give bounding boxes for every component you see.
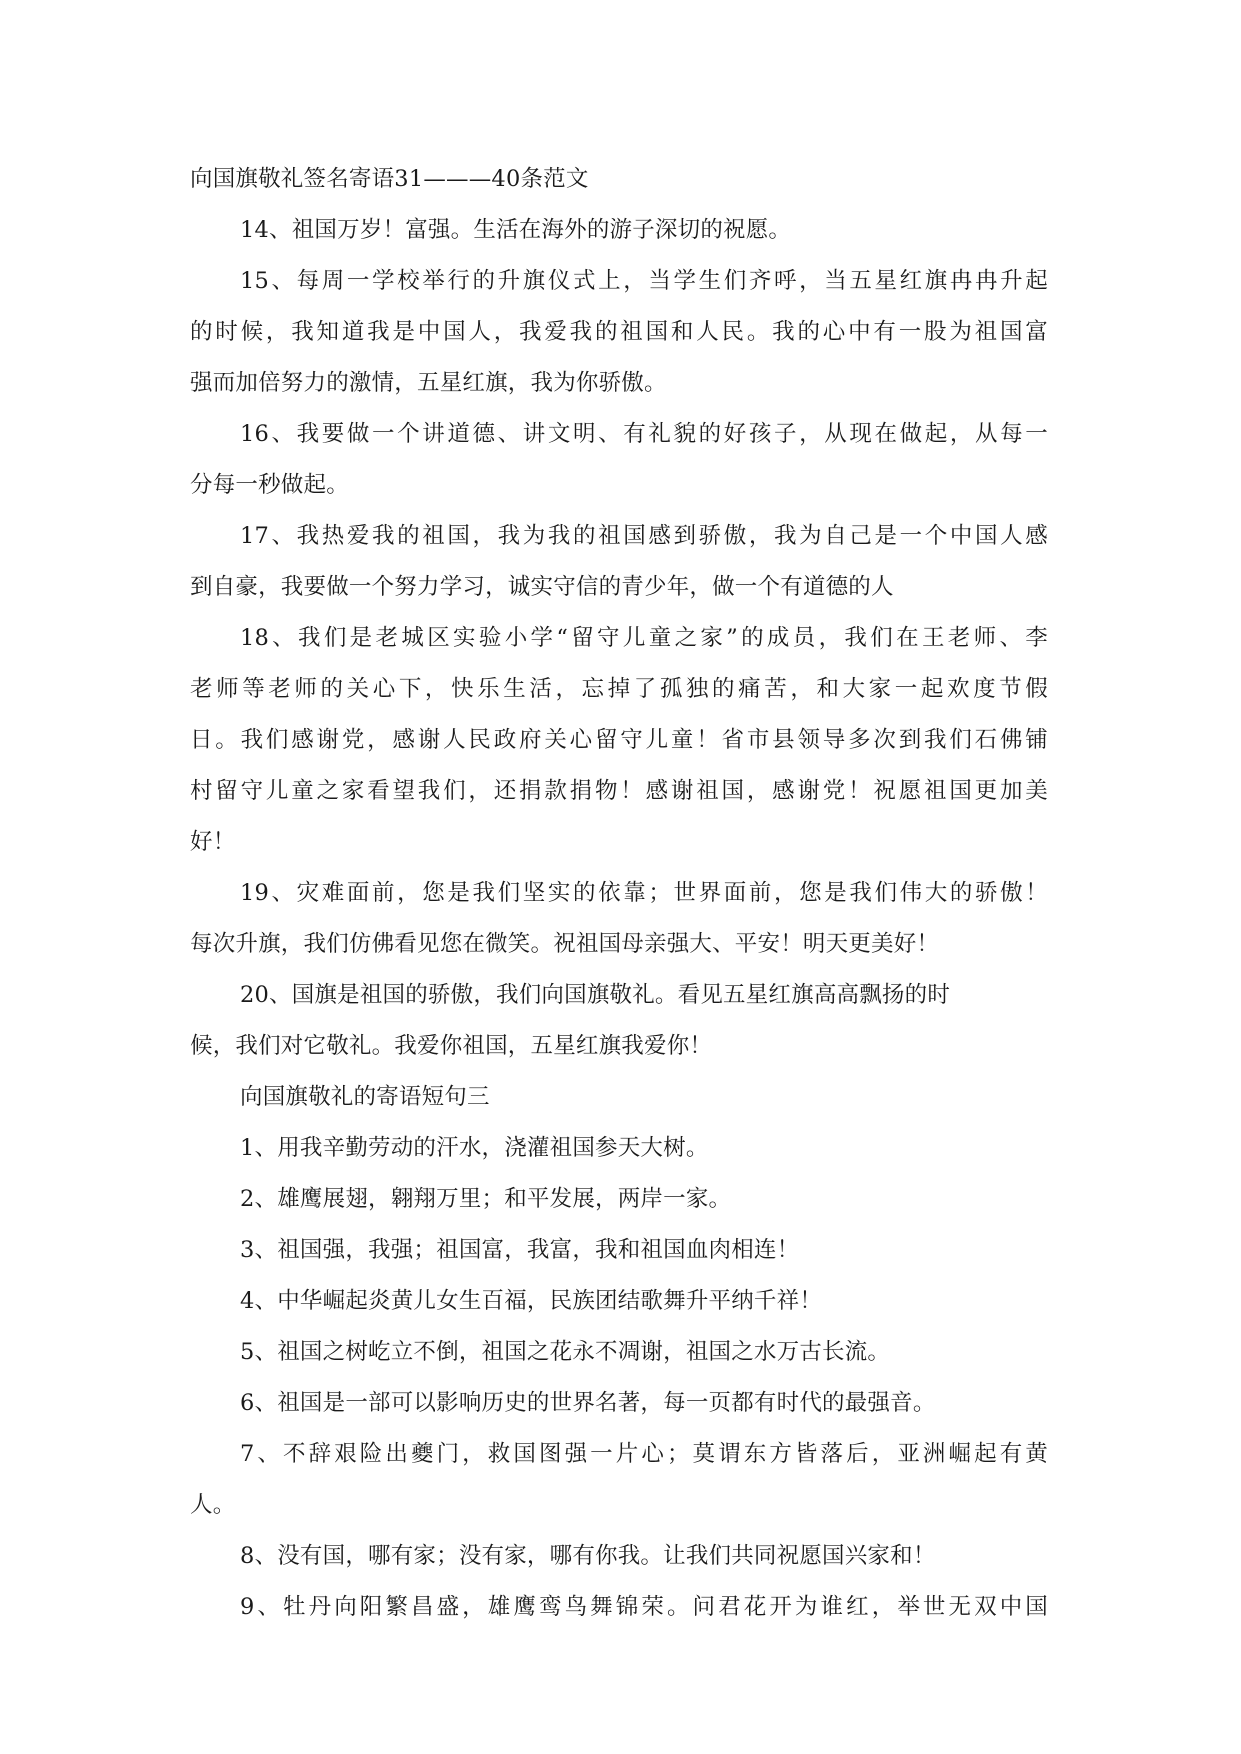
paragraph-line: 日。我们感谢党，感谢人民政府关心留守儿童！省市县领导多次到我们石佛铺	[190, 727, 1048, 753]
paragraph-line: 强而加倍努力的激情，五星红旗，我为你骄傲。	[190, 370, 667, 396]
paragraph-line: 17、我热爱我的祖国，我为我的祖国感到骄傲，我为自己是一个中国人感	[240, 523, 1048, 549]
paragraph-line: 老师等老师的关心下，快乐生活，忘掉了孤独的痛苦，和大家一起欢度节假	[190, 676, 1048, 702]
paragraph-line: 15、每周一学校举行的升旗仪式上，当学生们齐呼，当五星红旗冉冉升起	[240, 268, 1048, 294]
paragraph-line: 20、国旗是祖国的骄傲，我们向国旗敬礼。看见五星红旗高高飘扬的时	[240, 982, 951, 1008]
list-item: 5、祖国之树屹立不倒，祖国之花永不凋谢，祖国之水万古长流。	[240, 1339, 891, 1365]
paragraph-line: 分每一秒做起。	[190, 472, 349, 498]
list-item: 1、用我辛勤劳动的汗水，浇灌祖国参天大树。	[240, 1135, 709, 1161]
paragraph-line: 候，我们对它敬礼。我爱你祖国，五星红旗我爱你！	[190, 1033, 713, 1059]
section-heading: 向国旗敬礼的寄语短句三	[240, 1084, 490, 1110]
list-item: 8、没有国，哪有家；没有家，哪有你我。让我们共同祝愿国兴家和！	[240, 1543, 936, 1569]
paragraph-line: 到自豪，我要做一个努力学习，诚实守信的青少年，做一个有道德的人	[190, 574, 894, 600]
paragraph-line: 好！	[190, 829, 236, 855]
list-item: 6、祖国是一部可以影响历史的世界名著，每一页都有时代的最强音。	[240, 1390, 936, 1416]
paragraph-line: 的时候，我知道我是中国人，我爱我的祖国和人民。我的心中有一股为祖国富	[190, 319, 1048, 345]
list-item: 2、雄鹰展翅，翱翔万里；和平发展，两岸一家。	[240, 1186, 732, 1212]
paragraph-line: 村留守儿童之家看望我们，还捐款捐物！感谢祖国，感谢党！祝愿祖国更加美	[190, 778, 1048, 804]
list-item: 4、中华崛起炎黄儿女生百福，民族团结歌舞升平纳千祥！	[240, 1288, 823, 1314]
document-title: 向国旗敬礼签名寄语31———40条范文	[190, 166, 589, 192]
document-body	[190, 154, 1050, 1633]
paragraph-line: 14、祖国万岁！富强。生活在海外的游子深切的祝愿。	[240, 217, 792, 243]
list-item-continuation: 人。	[190, 1492, 236, 1518]
paragraph-line: 19、灾难面前，您是我们坚实的依靠；世界面前，您是我们伟大的骄傲！	[240, 880, 1048, 906]
list-item: 3、祖国强，我强；祖国富，我富，我和祖国血肉相连！	[240, 1237, 800, 1263]
list-item: 7、不辞艰险出夔门，救国图强一片心；莫谓东方皆落后，亚洲崛起有黄	[240, 1441, 1048, 1467]
paragraph-line: 18、我们是老城区实验小学“留守儿童之家”的成员，我们在王老师、李	[240, 625, 1048, 651]
paragraph-line: 16、我要做一个讲道德、讲文明、有礼貌的好孩子，从现在做起，从每一	[240, 421, 1048, 447]
list-item: 9、牡丹向阳繁昌盛，雄鹰鸾鸟舞锦荣。问君花开为谁红，举世无双中国	[240, 1594, 1048, 1620]
paragraph-line: 每次升旗，我们仿佛看见您在微笑。祝祖国母亲强大、平安！明天更美好！	[190, 931, 940, 957]
